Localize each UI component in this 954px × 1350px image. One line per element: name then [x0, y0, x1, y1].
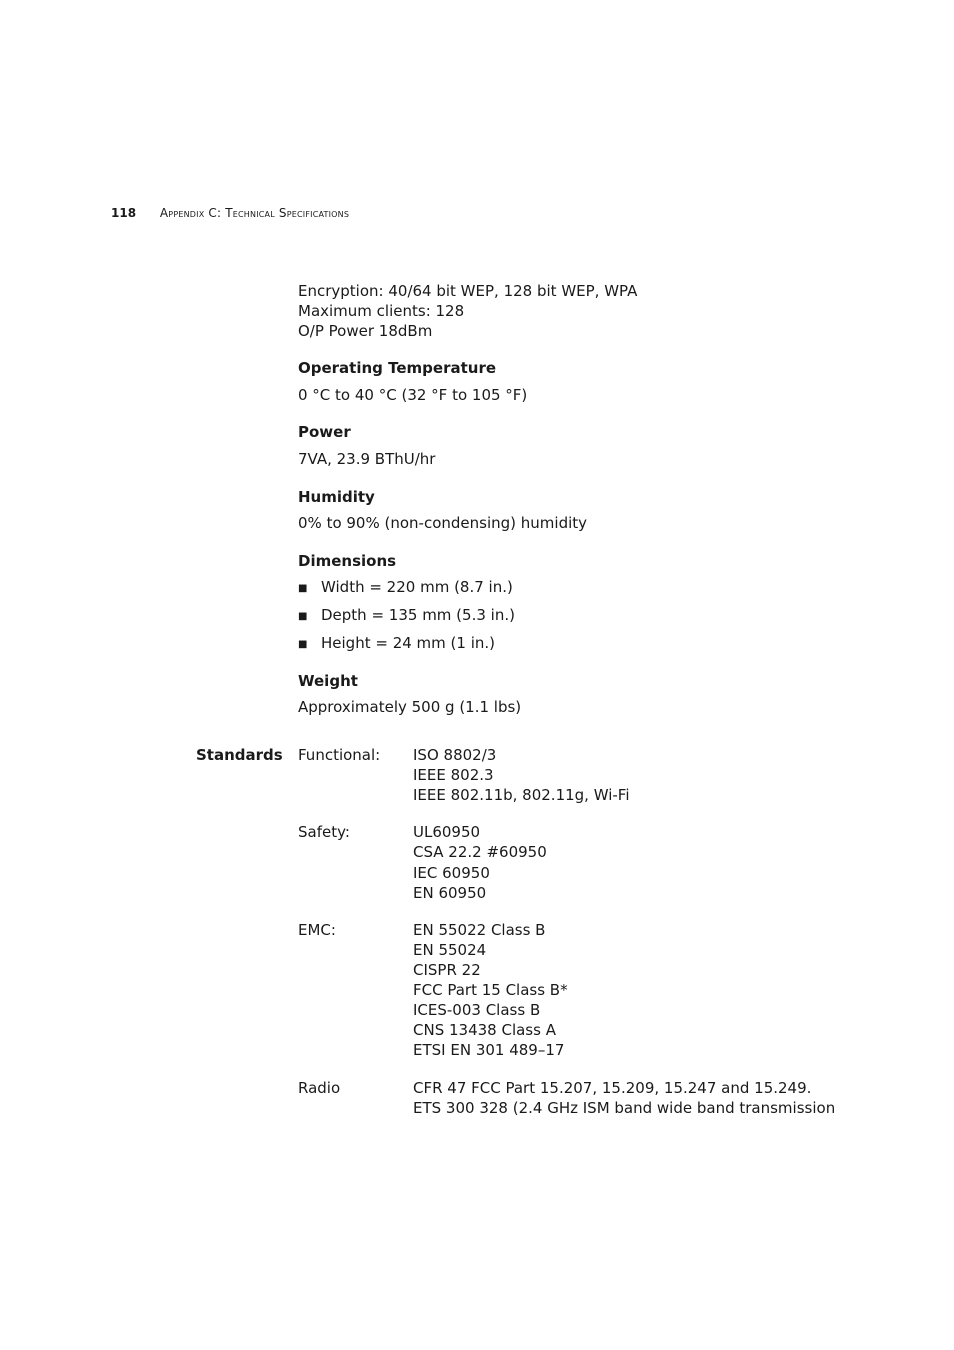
standards-value: ICES-003 Class B: [413, 1001, 541, 1019]
output-power-line: O/P Power 18dBm: [298, 322, 433, 340]
standards-value: CFR 47 FCC Part 15.207, 15.209, 15.247 and 15.249.: [413, 1079, 812, 1097]
standards-label-functional: Functional:: [298, 746, 381, 764]
square-bullet-icon: ■: [298, 611, 308, 622]
standards-value: CSA 22.2 #60950: [413, 843, 547, 861]
standards-value: EN 60950: [413, 884, 487, 902]
dimension-width: Width = 220 mm (8.7 in.): [321, 578, 513, 596]
standards-value: EN 55024: [413, 941, 487, 959]
standards-label-radio: Radio: [298, 1079, 341, 1097]
standards-value: IEEE 802.11b, 802.11g, Wi-Fi: [413, 786, 630, 804]
operating-temperature-value: 0 °C to 40 °C (32 °F to 105 °F): [298, 386, 528, 404]
power-heading: Power: [298, 423, 351, 441]
square-bullet-icon: ■: [298, 639, 308, 650]
square-bullet-icon: ■: [298, 583, 308, 594]
dimension-depth: Depth = 135 mm (5.3 in.): [321, 606, 515, 624]
power-value: 7VA, 23.9 BThU/hr: [298, 450, 436, 468]
max-clients-line: Maximum clients: 128: [298, 302, 465, 320]
standards-label-emc: EMC:: [298, 921, 336, 939]
standards-value: IEC 60950: [413, 864, 490, 882]
dimension-height: Height = 24 mm (1 in.): [321, 634, 495, 652]
dimensions-heading: Dimensions: [298, 552, 397, 570]
running-title: Appendix C: Technical Specifications: [159, 206, 350, 220]
standards-value: ETS 300 328 (2.4 GHz ISM band wide band transmission: [413, 1099, 836, 1117]
standards-value: FCC Part 15 Class B*: [413, 981, 568, 999]
encryption-line: Encryption: 40/64 bit WEP, 128 bit WEP, WPA: [298, 282, 638, 300]
humidity-heading: Humidity: [298, 488, 375, 506]
standards-value: EN 55022 Class B: [413, 921, 546, 939]
standards-value: ETSI EN 301 489–17: [413, 1041, 565, 1059]
page-header: [111, 206, 349, 220]
humidity-value: 0% to 90% (non-condensing) humidity: [298, 514, 588, 532]
standards-label-safety: Safety:: [298, 823, 350, 841]
standards-value: UL60950: [413, 823, 481, 841]
standards-heading: Standards: [196, 746, 283, 764]
standards-value: ISO 8802/3: [413, 746, 497, 764]
weight-value: Approximately 500 g (1.1 lbs): [298, 698, 522, 716]
standards-value: CISPR 22: [413, 961, 481, 979]
page-number: 118: [111, 206, 137, 220]
standards-value: IEEE 802.3: [413, 766, 494, 784]
standards-value: CNS 13438 Class A: [413, 1021, 556, 1039]
weight-heading: Weight: [298, 672, 358, 690]
operating-temperature-heading: Operating Temperature: [298, 359, 497, 377]
